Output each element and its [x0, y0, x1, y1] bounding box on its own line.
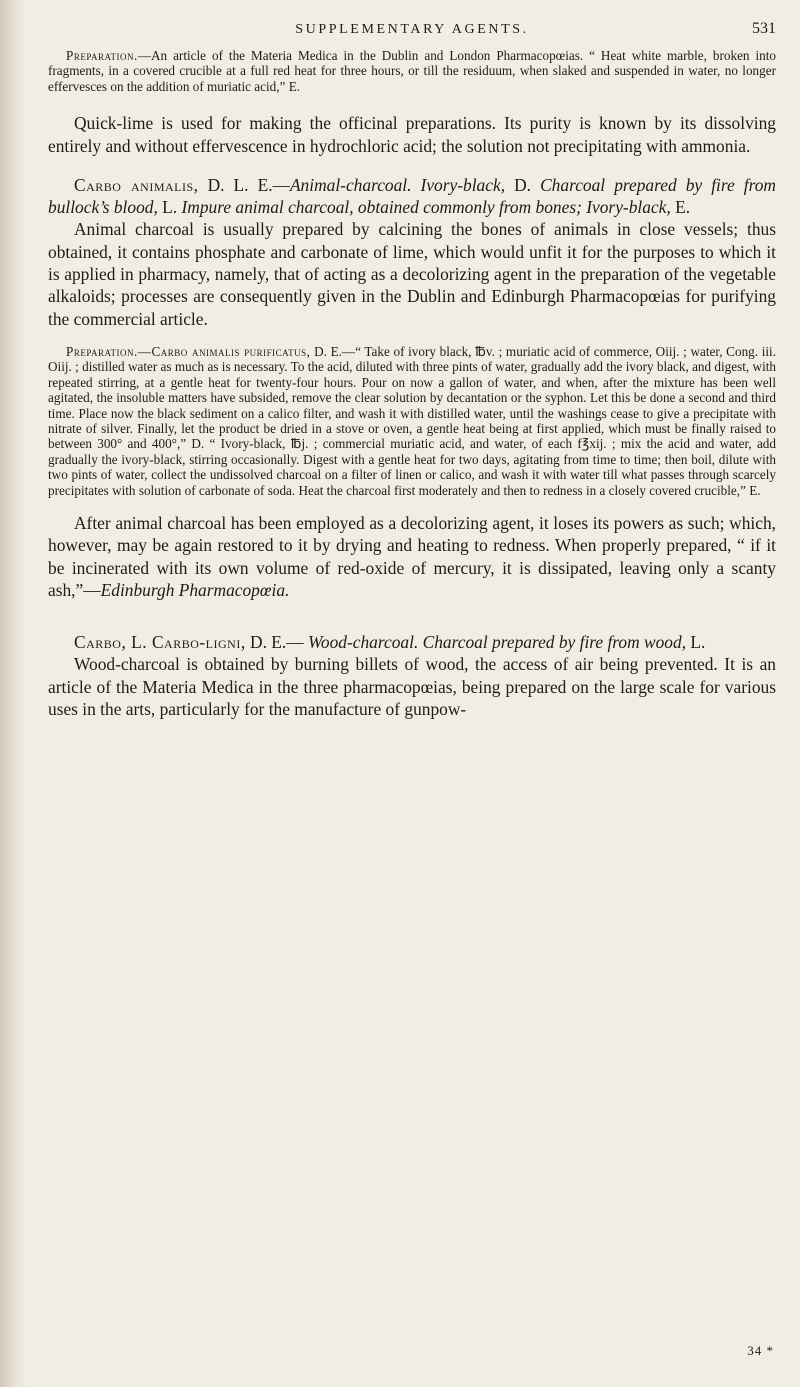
- paragraph-text: After animal charcoal has been employed as a decolorizing agent, it loses its powers as such; which, however, may be again restored to it by drying and heating to redness. When properly prepared, “ if it be incinerated with its own volume of red-oxide of mercury, it is dissipated, leaving only a scanty ash,”—: [48, 512, 776, 600]
- preparation-text: —An article of the Materia Medica in the Dublin and London Pharmacopœias. “ Heat white marble, broken into fragments, in a covered crucible at a full red heat for three hours, or till the residuum, when slaked and suspended in water, no longer effervesces on the addition of muriatic acid,” E.: [48, 48, 776, 94]
- preparation-label: Preparation.: [66, 48, 138, 63]
- page-edge-shadow: [0, 0, 26, 1387]
- entry-synonym: Wood-charcoal. Charcoal prepared by fire from wood,: [308, 632, 687, 653]
- entry-abbrev: L.: [157, 197, 182, 218]
- entry-synonym: Animal-charcoal. Ivory-black,: [289, 174, 506, 195]
- preparation-label: Preparation.—Carbo animalis purificatus,: [66, 343, 311, 359]
- entry-synonym: Impure animal charcoal, obtained commonly from bones; Ivory-black,: [181, 197, 671, 218]
- carbo-ligni-heading: [48, 631, 776, 653]
- book-page: [48, 18, 776, 720]
- entry-abbrev: D. E.—: [245, 632, 308, 653]
- entry-name: Carbo, L. Carbo-ligni,: [74, 632, 246, 653]
- preparation-purificatus: [48, 344, 776, 498]
- wood-charcoal-paragraph: Wood-charcoal is obtained by burning billets of wood, the access of air being prevented. It is an article of the Materia Medica in the three pharmacopœias, being prepared on the large scale for various uses in the arts, particularly for the manufacture of gunpow-: [48, 654, 776, 720]
- quicklime-paragraph: Quick-lime is used for making the officinal preparations. Its purity is known by its dissolving entirely and without effervescence in hydrochloric acid; the solution not precipitating with ammonia.: [48, 113, 776, 156]
- entry-synonym: Charcoal prepared by fire from bullock’s blood,: [48, 174, 776, 218]
- source-citation: Edinburgh Pharmacopœia.: [100, 579, 290, 600]
- preparation-text: D. E.—“ Take of ivory black, ℔v. ; muriatic acid of commerce, Oiij. ; water, Cong. iii. Oiij. ; distilled water as much as is necessary. To the acid, diluted with three pints of water, gradually add the ivory black, and digest, with repeated stirring, at a gentle heat for twenty-four hours. Pour on now a gallon of water, and when, after the mixture has been well agitated, the insoluble matters have subsided, remove the clear solution by decantation or the syphon. Let this be done a second and third time. Place now the black sediment on a calico filter, and wash it with distilled water, until the washings cease to give a precipitate with nitrate of silver. Finally, let the product be dried in a stove or oven, a gentle heat being at first applied, which must be finally raised to between 300° and 400°,” D. “ Ivory-black, ℔j. ; commercial muriatic acid, and water, of each f℥xij. ; mix the acid and water, add gradually the ivory-black, stirring occasionally. Digest with a gentle heat for two days, agitating from time to time; then boil, dilute with two pints of water, collect the undissolved charcoal on a filter of linen or calico, and wash it with water till what passes through scarcely precipitates with solution of carbonate of soda. Heat the charcoal first moderately and then to redness in a closely covered crucible,” E.: [48, 343, 776, 498]
- entry-name: Carbo animalis,: [74, 174, 199, 195]
- signature-mark: 34 *: [747, 1343, 774, 1358]
- entry-abbrev: L.: [686, 632, 706, 653]
- decolorizing-paragraph: [48, 512, 776, 601]
- animal-charcoal-paragraph: Animal charcoal is usually prepared by calcining the bones of animals in close vessels; thus obtained, it contains phosphate and carbonate of lime, which would unfit it for the purposes to which it is applied in pharmacy, namely, that of acting as a decolorizing agent in the preparation of the vegetable alkaloids; processes are consequently given in the Dublin and Edinburgh Pharmacopœias for purifying the commercial article.: [48, 219, 776, 329]
- preparation-quicklime: [48, 48, 776, 94]
- entry-abbrev: E.: [670, 197, 691, 218]
- running-head: [48, 18, 776, 48]
- entry-abbrev: D.: [505, 174, 541, 195]
- carbo-animalis-heading: [48, 174, 776, 219]
- page-number: 531: [752, 20, 776, 37]
- entry-abbrev: D. L. E.—: [198, 174, 290, 195]
- running-title: SUPPLEMENTARY AGENTS.: [295, 22, 529, 37]
